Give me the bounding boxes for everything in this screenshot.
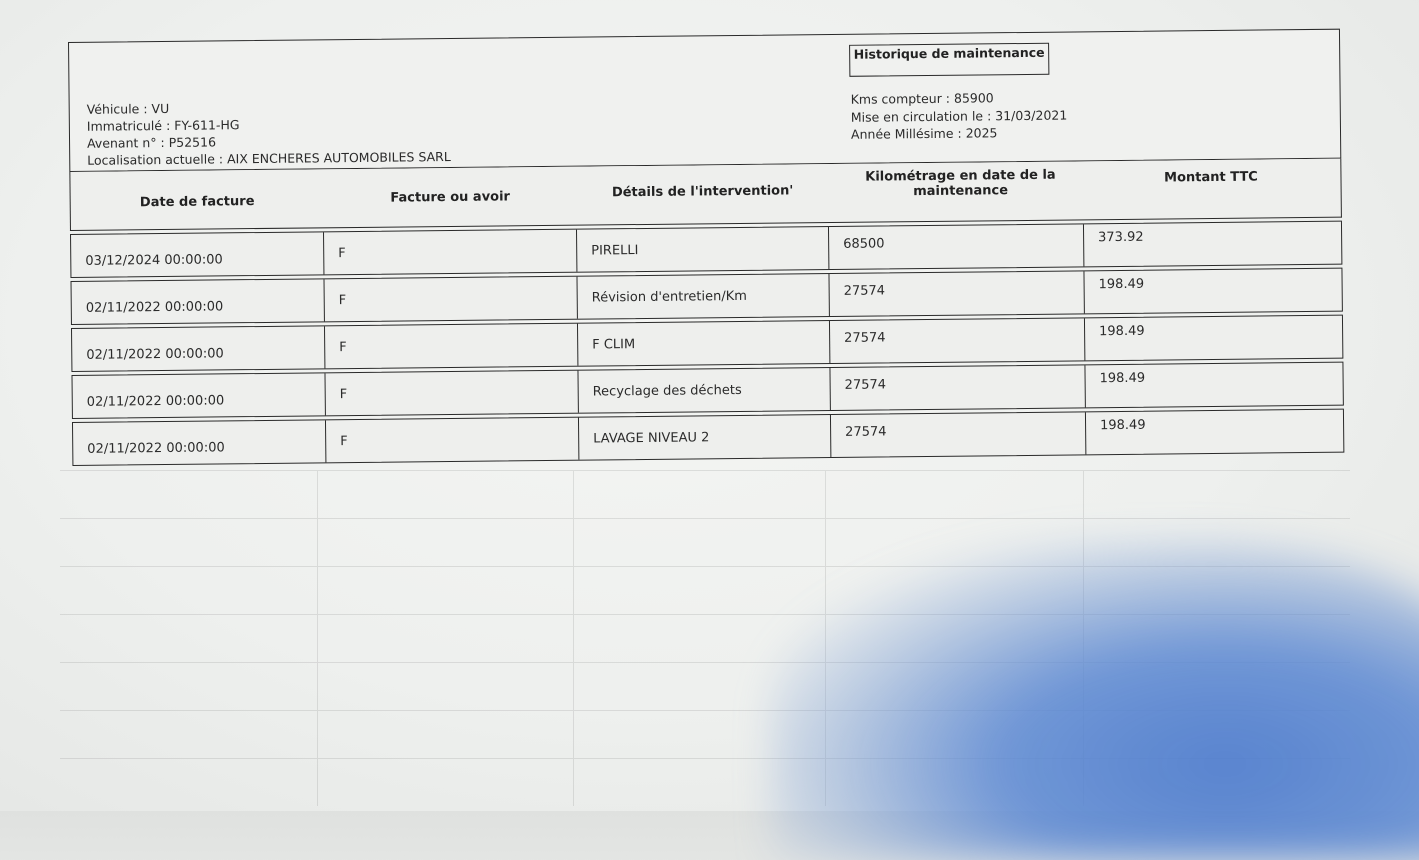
cell-type: F (324, 230, 577, 275)
document-title-text: Historique de maintenance (853, 44, 1045, 62)
cell-details: Recyclage des déchets (578, 368, 830, 413)
column-header-date: Date de facture (139, 194, 255, 211)
table-header (69, 159, 1342, 231)
cell-date: 02/11/2022 00:00:00 (72, 373, 325, 418)
column-header-type: Facture ou avoir (390, 189, 511, 206)
photo-shadow (770, 540, 1419, 860)
cell-details: F CLIM (578, 321, 830, 366)
model-year: Année Millésime : 2025 (850, 125, 998, 142)
cell-km: 27574 (831, 412, 1086, 457)
cell-amount: 198.49 (1098, 276, 1145, 293)
cell-amount: 198.49 (1099, 370, 1146, 387)
document-title (849, 43, 1049, 77)
cell-km: 27574 (830, 365, 1085, 410)
vehicle-info (87, 97, 451, 169)
cell-km: 27574 (830, 318, 1085, 363)
cell-km: 27574 (829, 271, 1084, 316)
cell-details: Révision d'entretien/Km (577, 274, 829, 319)
cell-type: F (325, 324, 578, 369)
cell-date: 02/11/2022 00:00:00 (72, 326, 325, 371)
cell-type: F (326, 418, 579, 463)
cell-details: PIRELLI (577, 227, 829, 272)
column-header-amount: Montant TTC (1164, 169, 1258, 186)
cell-km: 68500 (829, 224, 1084, 269)
cell-date: 03/12/2024 00:00:00 (71, 232, 324, 277)
cell-type: F (324, 277, 577, 322)
cell-amount: 373.92 (1098, 229, 1144, 246)
column-header-km: Kilométrage en date de la maintenance (865, 167, 1056, 200)
column-header-details: Détails de l'intervention' (611, 183, 794, 201)
registration-date: Mise en circulation le : 31/03/2021 (850, 107, 1068, 125)
odometer: Kms compteur : 85900 (850, 90, 994, 107)
cell-date: 02/11/2022 00:00:00 (72, 279, 325, 324)
vehicle-type: Véhicule : VU (86, 100, 170, 117)
cell-amount: 198.49 (1099, 417, 1146, 434)
cell-type: F (325, 371, 578, 416)
cell-details: LAVAGE NIVEAU 2 (579, 415, 831, 460)
vehicle-registration: Immatriculé : FY-611-HG (86, 117, 240, 134)
cell-amount: 198.49 (1099, 323, 1145, 340)
maintenance-document (68, 29, 1344, 466)
vehicle-location: Localisation actuelle : AIX ENCHERES AUTOMOBILES SARL (87, 148, 451, 168)
vehicle-amendment: Avenant n° : P52516 (86, 134, 217, 151)
cell-date: 02/11/2022 00:00:00 (73, 420, 326, 465)
vehicle-details (851, 89, 1068, 144)
document-header (68, 29, 1341, 172)
